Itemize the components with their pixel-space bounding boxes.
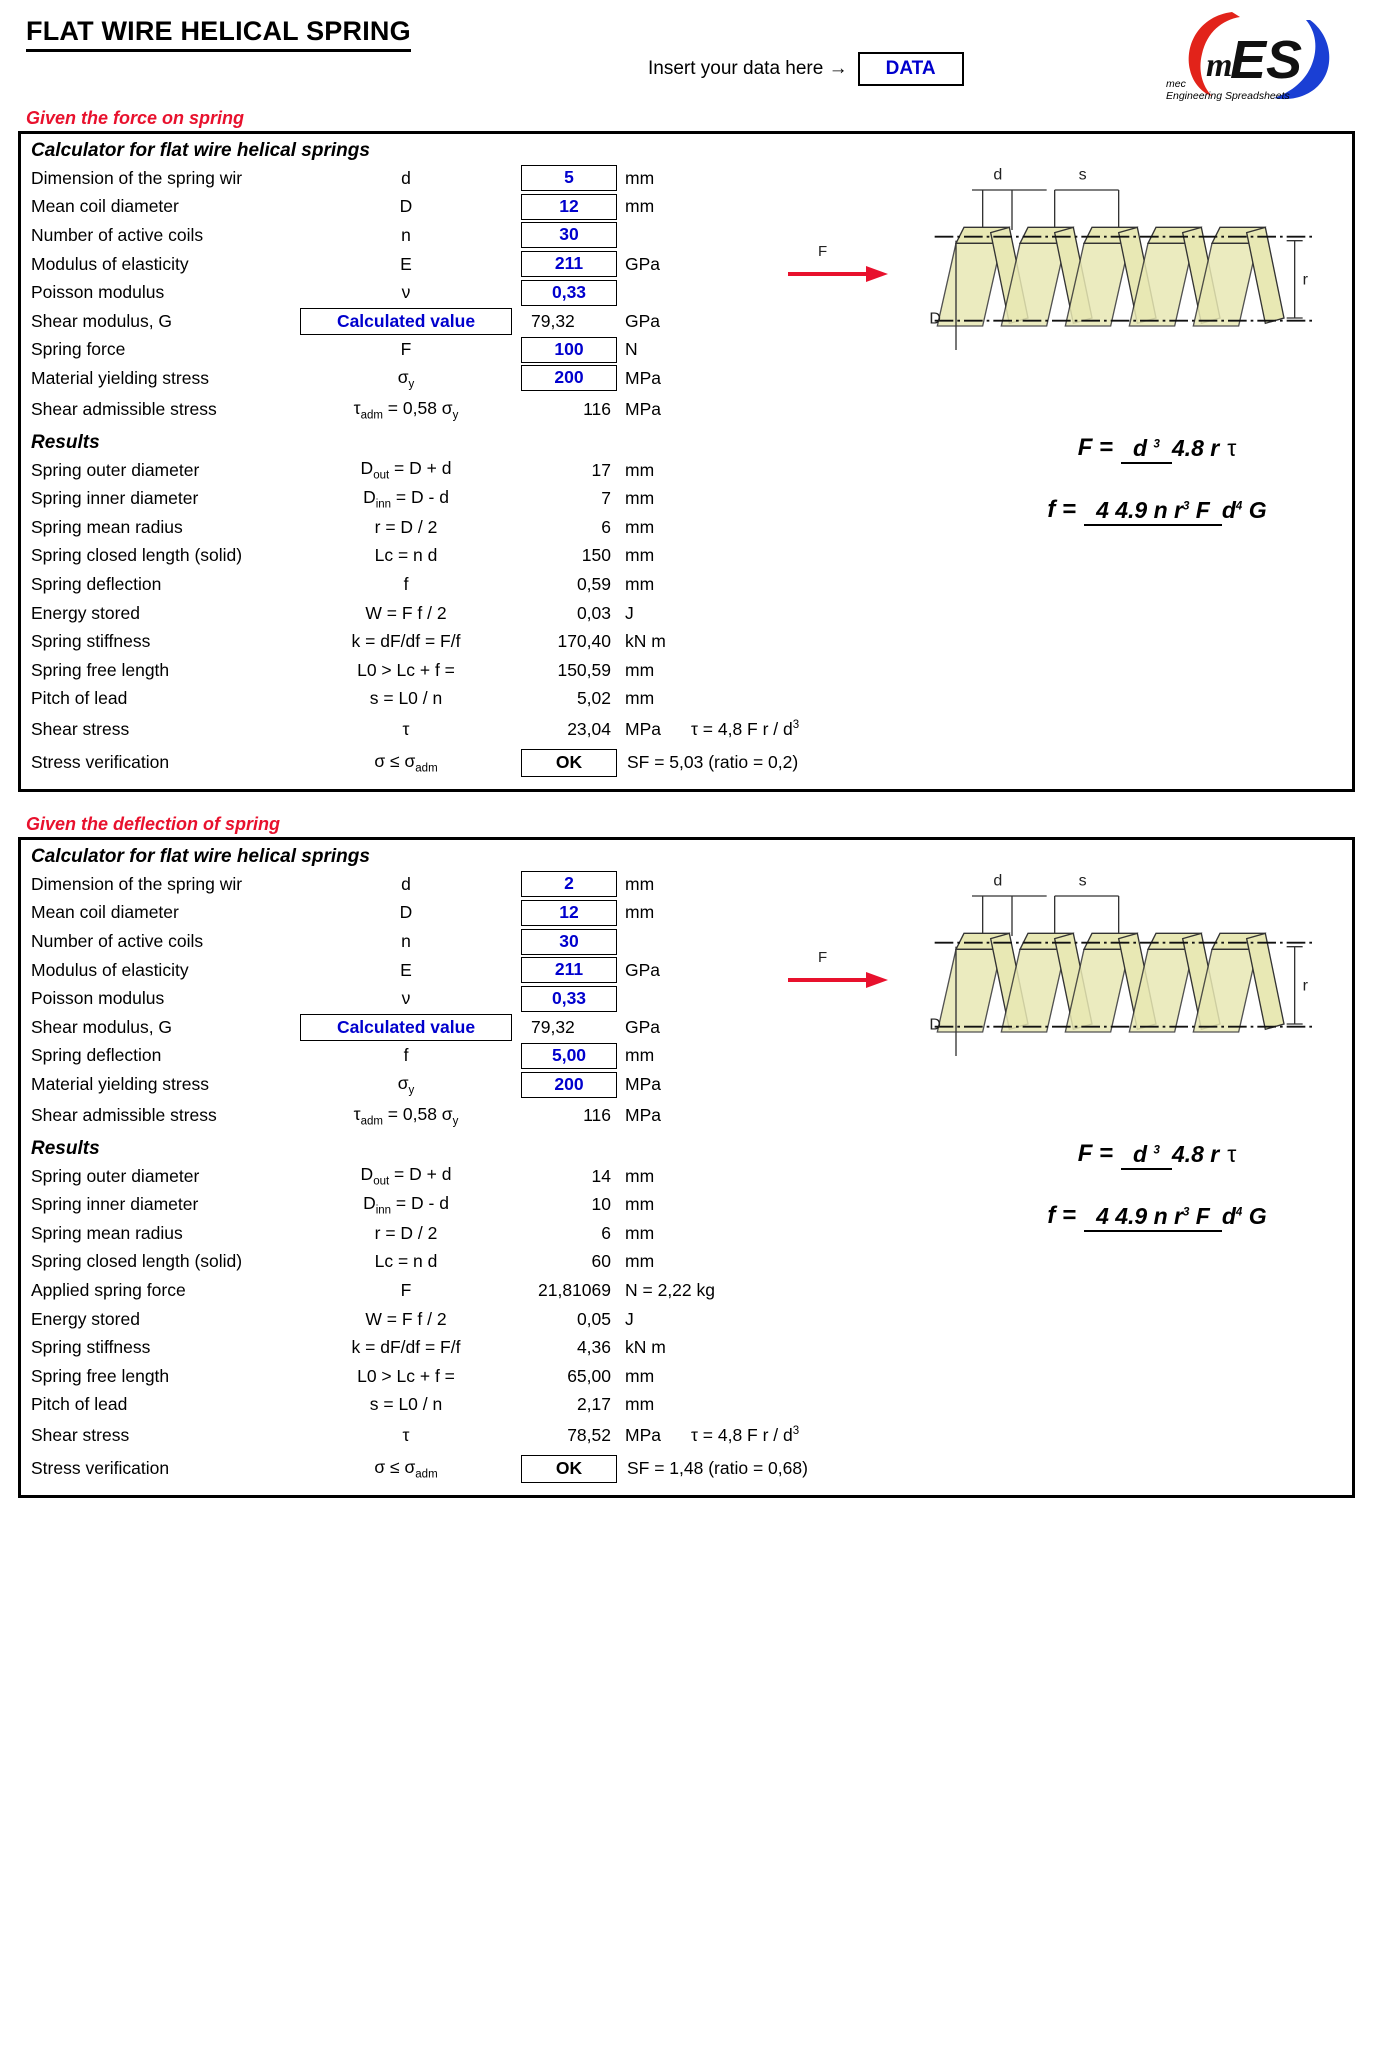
result-value: 21,81069 [538, 1280, 611, 1301]
row-label: Spring mean radius [31, 1222, 183, 1243]
row-symbol: n [401, 931, 411, 952]
row-symbol: F [400, 1280, 412, 1301]
row-label: Spring free length [31, 659, 170, 680]
result-value: 14 [591, 1165, 611, 1186]
value-input-[interactable]: 0,33 [521, 280, 617, 306]
row-unit: GPa [625, 310, 661, 331]
row-label: Spring free length [31, 1365, 170, 1386]
row-label: Spring closed length (solid) [31, 1251, 243, 1272]
formula-force-numerator: d $^3$ [1121, 435, 1172, 464]
value-input-d[interactable]: 2 [521, 871, 617, 897]
row-unit: mm [625, 1251, 655, 1272]
section1-calc-title: Calculator for flat wire helical springs [31, 140, 370, 161]
row-symbol: E [400, 253, 412, 274]
row-label: Mean coil diameter [31, 196, 179, 217]
formula-force-lead: F = [1077, 1140, 1114, 1168]
row-symbol: r = D / 2 [374, 516, 438, 537]
calculated-value-label: Calculated value [300, 308, 512, 335]
row-unit: MPa [625, 1104, 661, 1125]
svg-text:s: s [1078, 166, 1087, 184]
formula-deflection [992, 496, 1322, 524]
row-symbol: k = dF/df = F/f [351, 631, 461, 652]
logo-subtitle [1160, 78, 1345, 102]
insert-data-label: Insert your data here → [648, 57, 848, 79]
formula-deflection-lead: f = [1047, 496, 1077, 523]
section1-verification-rows [21, 713, 1352, 779]
formula-deflection-denominator: $d^4$ G [1221, 1202, 1267, 1229]
row-symbol: s = L0 / n [369, 688, 443, 709]
result-value: 7 [601, 488, 611, 509]
row-unit: mm [625, 1194, 655, 1215]
row-label: Shear stress [31, 719, 130, 740]
result-value: 60 [591, 1251, 611, 1272]
row-label: Applied spring force [31, 1280, 186, 1301]
row-unit: mm [625, 1165, 655, 1186]
formula-force-fraction [1121, 1141, 1219, 1168]
section1-result-row [21, 599, 1352, 628]
row-label: Shear stress [31, 1425, 130, 1446]
row-unit: MPa [625, 367, 661, 388]
row-unit: mm [625, 196, 655, 217]
section2-result-row [21, 1391, 1352, 1420]
row-label: Pitch of lead [31, 688, 128, 709]
value-input-n[interactable]: 30 [521, 929, 617, 955]
value-input-f[interactable]: 5,00 [521, 1043, 617, 1069]
row-symbol: $D_{out} = D + d$ [360, 458, 452, 482]
row-label: Shear modulus, G [31, 310, 173, 331]
row-unit: mm [625, 1365, 655, 1386]
section1-result-row [21, 627, 1352, 656]
svg-text:r: r [1302, 977, 1308, 995]
row-label: Shear modulus, G [31, 1016, 173, 1037]
row-symbol: d [401, 167, 411, 188]
row-unit: kN m [625, 631, 666, 652]
logo-sub-engineering: Engineering Spreadsheets [1166, 90, 1290, 103]
row-symbol: $D_{inn} = D - d$ [363, 486, 449, 511]
row-symbol: $D_{out} = D + d$ [360, 1164, 452, 1188]
row-unit: MPa [625, 398, 661, 419]
row-symbol: F [400, 339, 412, 360]
result-value: 17 [591, 459, 611, 480]
value-input-n[interactable]: 30 [521, 222, 617, 248]
value-input-[interactable]: 0,33 [521, 986, 617, 1012]
row-symbol: ν [401, 988, 411, 1009]
row-unit: mm [625, 873, 655, 894]
row-label: Stress verification [31, 752, 170, 773]
row-symbol: k = dF/df = F/f [351, 1337, 461, 1358]
row-symbol: $D_{inn} = D - d$ [363, 1192, 449, 1217]
row-label: Poisson modulus [31, 282, 165, 303]
formula-deflection-numerator: 4 4.9 n $r^3$ F [1084, 497, 1222, 526]
row-label: Shear admissible stress [31, 1104, 217, 1125]
result-value: 5,02 [576, 688, 611, 709]
formula-deflection-numerator: 4 4.9 n $r^3$ F [1084, 1203, 1222, 1232]
row-unit: kN m [625, 1337, 666, 1358]
row-label: Mean coil diameter [31, 902, 179, 923]
data-button[interactable]: DATA [858, 52, 964, 86]
force-arrow-2 [780, 940, 900, 1000]
calculated-value: 79,32 [531, 310, 575, 331]
section1-results-title: Results [31, 431, 100, 453]
formula-block-2 [992, 1140, 1322, 1230]
result-value: 2,17 [576, 1394, 611, 1415]
row-unit: mm [625, 1394, 655, 1415]
row-unit: J [625, 602, 634, 623]
result-value: 10 [591, 1194, 611, 1215]
row-symbol: W = F f / 2 [365, 1308, 447, 1329]
row-label: Spring mean radius [31, 516, 183, 537]
section1-input-row [21, 364, 1352, 393]
svg-text:D: D [929, 1016, 941, 1034]
row-symbol: n [401, 224, 411, 245]
row-label: Poisson modulus [31, 988, 165, 1009]
section1-result-row [21, 656, 1352, 685]
row-label: Spring stiffness [31, 1337, 151, 1358]
value-input-d[interactable]: 12 [521, 900, 617, 926]
row-unit: MPa [625, 719, 661, 740]
row-unit: mm [625, 167, 655, 188]
section1-result-row [21, 570, 1352, 599]
row-symbol: τ [402, 1425, 410, 1446]
row-unit: mm [625, 516, 655, 537]
row-label: Spring force [31, 339, 126, 360]
result-value: 0,59 [576, 573, 611, 594]
row-label: Stress verification [31, 1458, 170, 1479]
formula-force [992, 1140, 1322, 1168]
formula-force [992, 434, 1322, 462]
section2-stress-verification-row [21, 1452, 1352, 1485]
result-value: 6 [601, 516, 611, 537]
row-label: Dimension of the spring wir [31, 167, 243, 188]
status-badge: OK [521, 749, 617, 777]
calculated-value-badge [291, 308, 521, 335]
row-symbol: Lc = n d [374, 545, 438, 566]
row-label: Modulus of elasticity [31, 253, 189, 274]
shear-stress-value: 78,52 [567, 1425, 611, 1446]
result-value: 0,05 [576, 1308, 611, 1329]
result-value: 150 [581, 545, 611, 566]
row-label: Modulus of elasticity [31, 959, 189, 980]
row-unit: mm [625, 902, 655, 923]
value-input-d[interactable]: 5 [521, 165, 617, 191]
row-label: Spring closed length (solid) [31, 545, 243, 566]
row-symbol: L0 > Lc + f = [357, 659, 455, 680]
svg-text:ES: ES [1230, 30, 1303, 90]
formula-force-denominator: 4.8 r [1171, 434, 1220, 461]
row-label: Dimension of the spring wir [31, 873, 243, 894]
page-title: FLAT WIRE HELICAL SPRING [26, 16, 411, 52]
value-input-f[interactable]: 100 [521, 337, 617, 363]
row-unit: mm [625, 659, 655, 680]
value-input-e[interactable]: 211 [521, 957, 617, 983]
formula-block-1 [992, 434, 1322, 524]
formula-deflection-lead: f = [1047, 1202, 1077, 1230]
svg-text:F: F [818, 243, 828, 260]
formula-deflection [992, 1202, 1322, 1230]
value-input-y[interactable]: 200 [521, 365, 617, 391]
force-arrow-1 [780, 234, 900, 294]
formula-force-tau: τ [1227, 1140, 1237, 1167]
formula-force-denominator: 4.8 r [1171, 1140, 1220, 1167]
result-value: 150,59 [557, 659, 611, 680]
section1-result-row [21, 542, 1352, 571]
formula-deflection-fraction [1084, 1203, 1267, 1230]
svg-text:F: F [818, 949, 828, 967]
section2-panel [18, 837, 1355, 1498]
svg-text:d: d [993, 166, 1003, 184]
row-symbol: r = D / 2 [374, 1222, 438, 1243]
status-badge: OK [521, 1455, 617, 1483]
row-label: Energy stored [31, 1308, 140, 1329]
spring-diagram-1 [904, 150, 1344, 350]
row-label: Spring inner diameter [31, 488, 199, 509]
row-label: Spring outer diameter [31, 459, 200, 480]
row-symbol: $\sigma_y$ [397, 1072, 415, 1097]
svg-text:m: m [1206, 47, 1233, 84]
row-label: Number of active coils [31, 931, 204, 952]
row-label: Material yielding stress [31, 367, 209, 388]
row-symbol: τ [402, 719, 410, 740]
row-unit: mm [625, 573, 655, 594]
section2-calc-title: Calculator for flat wire helical springs [31, 846, 370, 868]
formula-deflection-denominator: $d^4$ G [1221, 496, 1267, 523]
formula-force-lead: F = [1077, 434, 1114, 461]
section2-results-title: Results [31, 1137, 100, 1159]
result-value: 6 [601, 1222, 611, 1243]
section1-shear-stress-row [21, 713, 1352, 746]
formula-deflection-fraction [1084, 497, 1267, 524]
calculated-value: 79,32 [531, 1016, 575, 1037]
result-value: 65,00 [567, 1365, 611, 1386]
svg-text:D: D [929, 310, 941, 328]
section1-stress-verification-row [21, 746, 1352, 779]
formula-force-tau: τ [1227, 434, 1237, 461]
section2-result-row [21, 1362, 1352, 1391]
row-unit: N [625, 339, 638, 360]
row-unit: mm [625, 545, 655, 566]
shear-stress-value: 23,04 [567, 719, 611, 740]
row-unit: J [625, 1308, 634, 1329]
row-symbol: $\sigma \le \sigma_{adm}$ [374, 1456, 438, 1481]
section1-heading: Given the force on spring [26, 108, 245, 128]
safety-factor-text: SF = 5,03 (ratio = 0,2) [627, 752, 799, 773]
formula-force-numerator: d $^3$ [1121, 1141, 1172, 1170]
row-label: Material yielding stress [31, 1074, 209, 1095]
section1-panel [18, 131, 1355, 792]
section2-input-row [21, 1099, 1352, 1132]
row-unit: MPa [625, 1425, 661, 1446]
row-unit: N = 2,22 kg [625, 1280, 715, 1301]
spring-diagram-2 [904, 856, 1344, 1056]
row-label: Shear admissible stress [31, 398, 217, 419]
row-symbol: d [401, 873, 411, 894]
row-unit: mm [625, 1045, 655, 1066]
row-symbol: ν [401, 282, 411, 303]
row-label: Number of active coils [31, 224, 204, 245]
row-label: Spring inner diameter [31, 1194, 199, 1215]
section2-input-row [21, 1070, 1352, 1099]
shear-stress-formula: τ = 4,8 F r / $d^3$ [691, 719, 800, 740]
row-unit: mm [625, 688, 655, 709]
formula-force-fraction [1121, 435, 1219, 462]
row-symbol: $\sigma \le \sigma_{adm}$ [374, 750, 438, 775]
row-unit: mm [625, 1222, 655, 1243]
logo-sub-mec: mec [1166, 78, 1186, 90]
value-input-d[interactable]: 12 [521, 194, 617, 220]
value-input-e[interactable]: 211 [521, 251, 617, 277]
row-symbol: D [399, 902, 413, 923]
safety-factor-text: SF = 1,48 (ratio = 0,68) [627, 1458, 808, 1479]
page-header [18, 0, 1355, 108]
result-value: 0,03 [576, 602, 611, 623]
section2-result-row [21, 1248, 1352, 1277]
calculated-value-label: Calculated value [300, 1014, 512, 1041]
derived-value: 116 [583, 1104, 611, 1125]
insert-data-prompt [648, 52, 964, 86]
derived-value: 116 [583, 398, 611, 419]
calculated-value-badge [291, 1014, 521, 1041]
row-symbol: E [400, 959, 412, 980]
row-symbol: L0 > Lc + f = [357, 1365, 455, 1386]
section2-shear-stress-row [21, 1419, 1352, 1452]
svg-text:r: r [1302, 271, 1308, 289]
row-symbol: $\tau_{adm} = 0,58$ $\sigma_y$ [353, 1103, 459, 1128]
row-label: Energy stored [31, 602, 140, 623]
row-symbol: Lc = n d [374, 1251, 438, 1272]
shear-stress-formula: τ = 4,8 F r / $d^3$ [691, 1425, 800, 1446]
section2-heading: Given the deflection of spring [26, 814, 281, 835]
row-symbol: $\tau_{adm} = 0,58$ $\sigma_y$ [353, 397, 459, 421]
row-symbol: $\sigma_y$ [397, 366, 415, 391]
row-unit: GPa [625, 253, 661, 274]
svg-text:s: s [1078, 872, 1087, 890]
row-label: Spring deflection [31, 1045, 162, 1066]
section2-result-row [21, 1276, 1352, 1305]
row-unit: GPa [625, 959, 661, 980]
row-label: Spring outer diameter [31, 1165, 200, 1186]
row-unit: mm [625, 459, 655, 480]
row-symbol: f [403, 1045, 409, 1066]
row-label: Pitch of lead [31, 1394, 128, 1415]
row-unit: mm [625, 488, 655, 509]
row-unit: GPa [625, 1016, 661, 1037]
section1-result-row [21, 685, 1352, 714]
row-label: Spring deflection [31, 573, 162, 594]
row-label: Spring stiffness [31, 631, 151, 652]
section2-verification-rows [21, 1419, 1352, 1485]
result-value: 170,40 [557, 631, 611, 652]
row-symbol: W = F f / 2 [365, 602, 447, 623]
row-unit: MPa [625, 1074, 661, 1095]
row-symbol: D [399, 196, 413, 217]
row-symbol: s = L0 / n [369, 1394, 443, 1415]
section2-result-row [21, 1333, 1352, 1362]
result-value: 4,36 [576, 1337, 611, 1358]
row-symbol: f [403, 573, 409, 594]
value-input-y[interactable]: 200 [521, 1072, 617, 1098]
section1-input-row [21, 393, 1352, 426]
svg-text:d: d [993, 872, 1003, 890]
section2-result-row [21, 1305, 1352, 1334]
